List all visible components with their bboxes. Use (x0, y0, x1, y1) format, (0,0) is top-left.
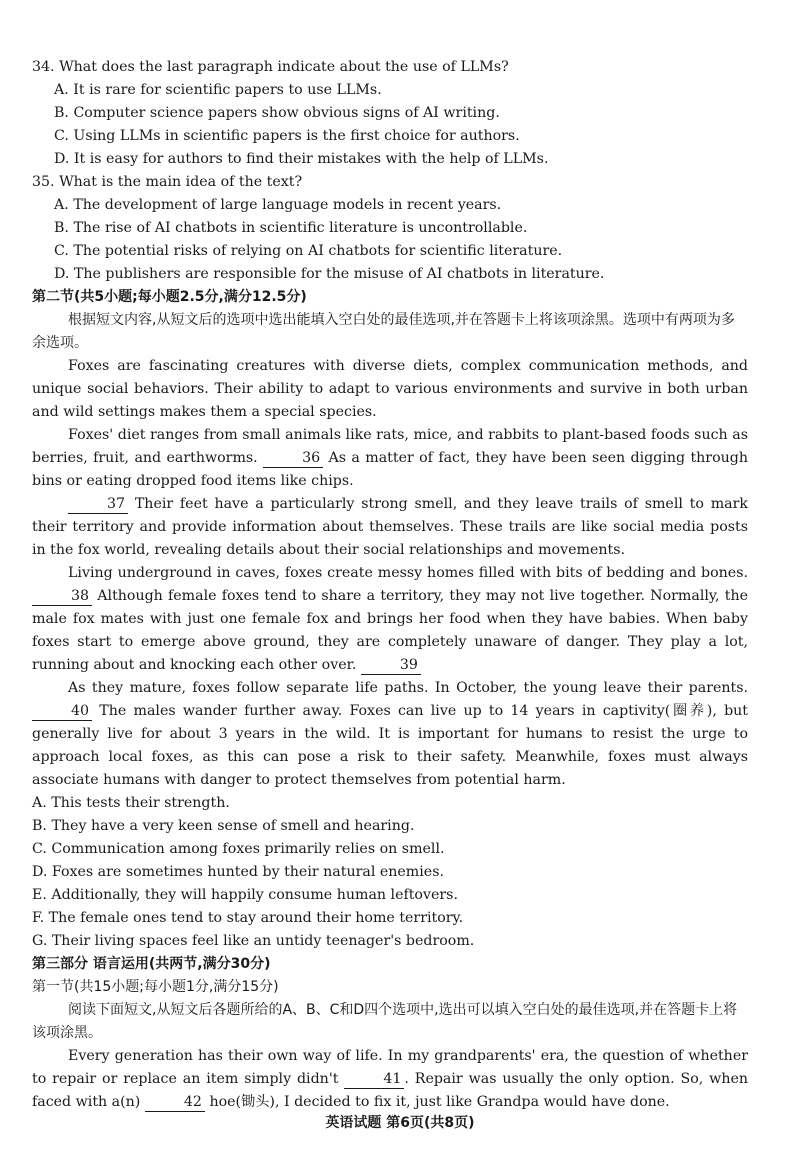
question-34 (32, 56, 748, 171)
passage-paragraph: Foxes are fascinating creatures with diverse diets, complex communication methods, and unique social behaviors. Their ability to adapt to various environments and survive in both urban and wild settings makes them a special species. (32, 358, 748, 420)
choice-b: B. They have a very keen sense of smell and hearing. (32, 818, 415, 834)
option-b: B. The rise of AI chatbots in scientific literature is uncontrollable. (54, 220, 528, 236)
paragraph-text: As a matter of fact, they have been seen digging through bins or eating dropped food items like chips. (32, 450, 748, 489)
part-3-instruction: 阅读下面短文,从短文后各题所给的A、B、C和D四个选项中,选出可以填入空白处的最佳选项,并在答题卡上将该项涂黑。 (32, 1002, 738, 1041)
paragraph-text: hoe(锄头), I decided to fix it, just like Grandpa would have done. (209, 1094, 670, 1110)
blank-39: 39 (361, 656, 421, 675)
blank-41: 41 (344, 1070, 404, 1089)
blank-38: 38 (32, 587, 92, 606)
page-content (32, 56, 748, 1114)
repair-passage (32, 1045, 748, 1114)
option-d: D. It is easy for authors to find their mistakes with the help of LLMs. (54, 151, 549, 167)
option-c: C. Using LLMs in scientific papers is the first choice for authors. (54, 128, 520, 144)
choice-g: G. Their living spaces feel like an untidy teenager's bedroom. (32, 933, 475, 949)
paragraph-text: Although female foxes tend to share a territory, they may not live together. Normally, the male fox mates with just one female fox and brings her food when they have babies. When baby foxes start to emerge above ground, they are completely unaware of danger. They play a lot, running about and knocking each other over. (32, 588, 748, 673)
paragraph-text: Living underground in caves, foxes create messy homes filled with bits of bedding and bones. (68, 565, 748, 581)
paragraph-text: The males wander further away. Foxes can live up to 14 years in captivity(圈养), but generally live for about 3 years in the wild. It is important for humans to resist the urge to approach local foxes, as this can pose a risk to their safety. Meanwhile, foxes must always associate humans with danger to protect themselves from potential harm. (32, 703, 748, 788)
question-stem: 34. What does the last paragraph indicate about the use of LLMs? (32, 59, 509, 75)
option-d: D. The publishers are responsible for the misuse of AI chatbots in literature. (54, 266, 605, 282)
choice-list (32, 792, 748, 953)
choice-d: D. Foxes are sometimes hunted by their natural enemies. (32, 864, 444, 880)
section-2-heading: 第二节(共5小题;每小题2.5分,满分12.5分) (32, 289, 307, 305)
option-a: A. It is rare for scientific papers to use LLMs. (54, 82, 382, 98)
paragraph-text: Every generation has their own way of life. In my grandparents' era, the question of whether to repair or replace an item simply didn't (32, 1048, 748, 1087)
fox-passage (32, 355, 748, 792)
page-footer: 英语试题 第6页(共8页) (325, 1115, 475, 1131)
blank-40: 40 (32, 702, 92, 721)
question-35 (32, 171, 748, 286)
passage-paragraph (32, 677, 748, 792)
choice-e: E. Additionally, they will happily consume human leftovers. (32, 887, 458, 903)
paragraph-text: As they mature, foxes follow separate life paths. In October, the young leave their parents. (68, 680, 748, 696)
blank-37: 37 (68, 495, 128, 514)
passage-paragraph (32, 562, 748, 677)
question-stem: 35. What is the main idea of the text? (32, 174, 303, 190)
option-a: A. The development of large language models in recent years. (54, 197, 502, 213)
blank-42: 42 (145, 1093, 205, 1112)
option-b: B. Computer science papers show obvious signs of AI writing. (54, 105, 500, 121)
passage-paragraph (32, 424, 748, 493)
blank-36: 36 (263, 449, 323, 468)
choice-a: A. This tests their strength. (32, 795, 230, 811)
section-2-instruction: 根据短文内容,从短文后的选项中选出能填入空白处的最佳选项,并在答题卡上将该项涂黑。选项中有两项为多余选项。 (32, 312, 735, 351)
option-c: C. The potential risks of relying on AI chatbots for scientific literature. (54, 243, 563, 259)
part-3-heading: 第三部分 语言运用(共两节,满分30分) (32, 956, 271, 972)
passage-paragraph (32, 1045, 748, 1114)
paragraph-text: Foxes' diet ranges from small animals like rats, mice, and rabbits to plant-based foods such as berries, fruit, and earthworms. (32, 427, 748, 466)
paragraph-text: . Repair was usually the only option. So, when faced with a(n) (32, 1071, 748, 1110)
choice-f: F. The female ones tend to stay around their home territory. (32, 910, 464, 926)
choice-c: C. Communication among foxes primarily relies on smell. (32, 841, 445, 857)
passage-paragraph (32, 493, 748, 562)
part-3-subheading: 第一节(共15小题;每小题1分,满分15分) (32, 979, 279, 995)
paragraph-text: Their feet have a particularly strong smell, and they leave trails of smell to mark their territory and provide information about themselves. These trails are like social media posts in the fox world, revealing details about their social relationships and movements. (32, 496, 748, 558)
